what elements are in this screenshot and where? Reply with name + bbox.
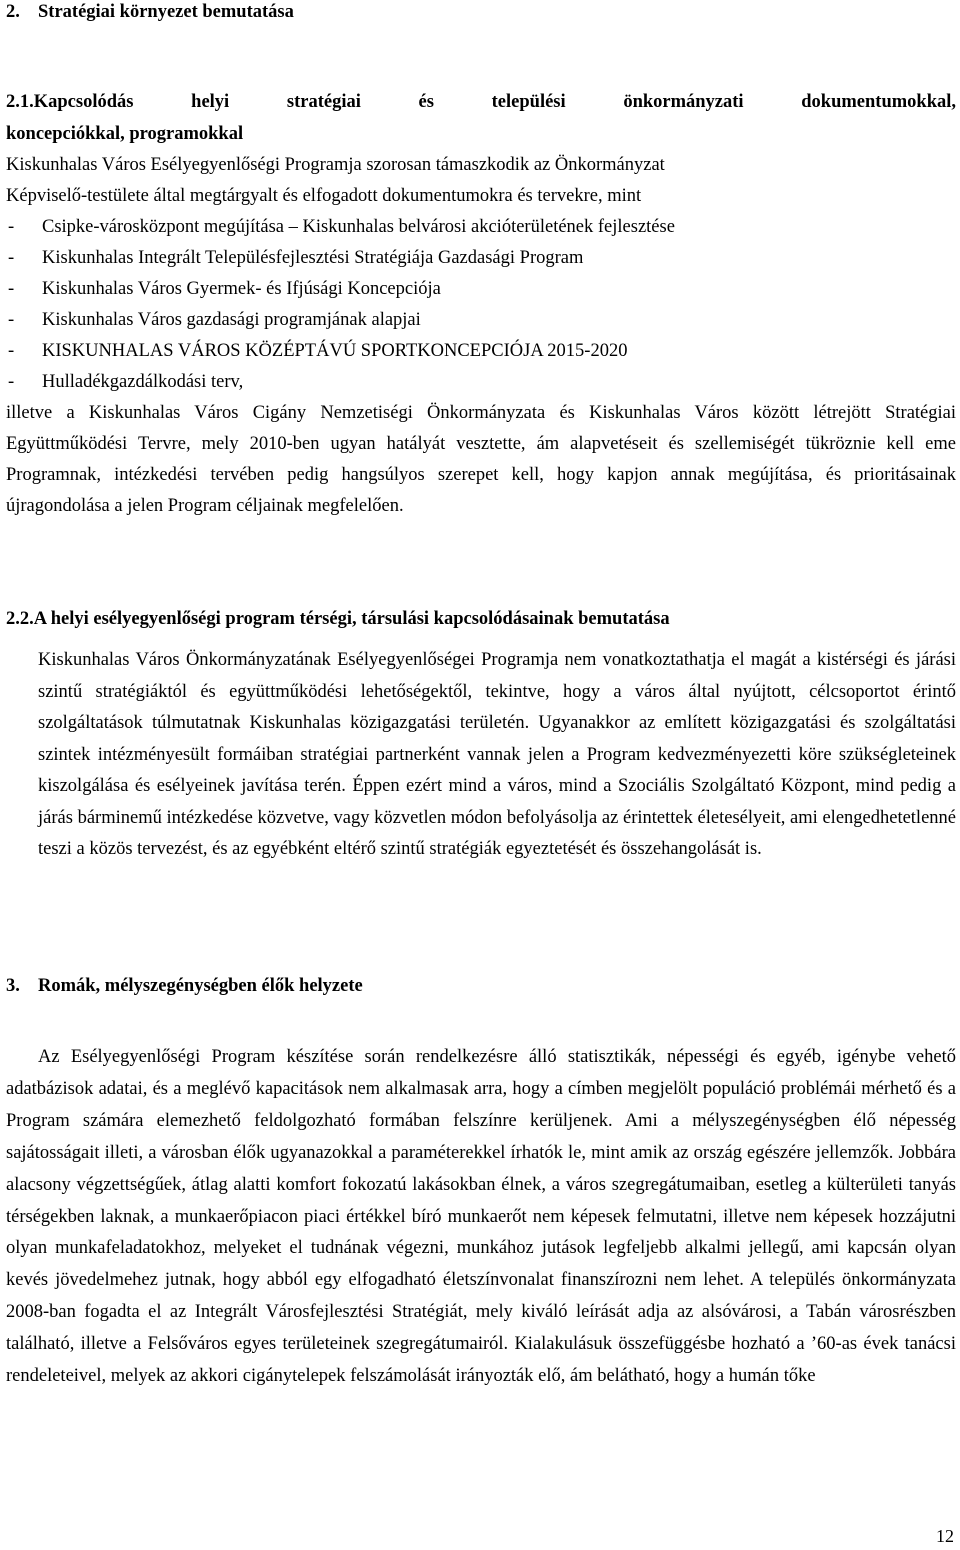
list-item: - Kiskunhalas Integrált Településfejlesztési Stratégiája Gazdasági Program [8, 248, 584, 268]
section-2-1-body [6, 150, 956, 522]
section-3-number: 3. [6, 976, 20, 996]
section-2-1-intro-line2: Képviselő-testülete által megtárgyalt és elfogadott dokumentumokra és tervekre, mint [6, 186, 642, 206]
section-2-heading [6, 2, 294, 23]
list-item: - Hulladékgazdálkodási terv, [8, 372, 244, 392]
section-2-2-heading: 2.2.A helyi esélyegyenlőségi program térségi, társulási kapcsolódásainak bemutatása [6, 609, 670, 629]
section-2-1-heading [6, 86, 956, 150]
section-3-title: Romák, mélyszegénységben élők helyzete [38, 976, 363, 996]
section-3-body [6, 1042, 956, 1393]
list-item: - Kiskunhalas Város Gyermek- és Ifjúsági Koncepciója [8, 279, 441, 299]
list-item: - Kiskunhalas Város gazdasági programjának alapjai [8, 310, 421, 330]
list-item: - KISKUNHALAS VÁROS KÖZÉPTÁVÚ SPORTKONCEPCIÓJA 2015-2020 [8, 341, 628, 361]
section-2-title: Stratégiai környezet bemutatása [38, 2, 294, 22]
section-2-1-closing-paragraph: illetve a Kiskunhalas Város Cigány Nemzetiségi Önkormányzata és Kiskunhalas Város között létrejött Stratégiai Együttműködési Tervre, mely 2010-ben ugyan hatályát vesztette, ám alapvetéseit és szellemiségét tükröznie kell eme Programnak, intézkedési tervében pedig hangsúlyos szerepet kell, hogy kapjon annak megújítása, és prioritásainak újragondolása a jelen Program céljainak megfelelően. [6, 403, 956, 516]
page-number: 12 [936, 1526, 954, 1546]
section-3-heading [6, 976, 363, 997]
section-2-1-intro-line1: Kiskunhalas Város Esélyegyenlőségi Programja szorosan támaszkodik az Önkormányzat [6, 155, 665, 175]
section-3-paragraph: Az Esélyegyenlőségi Program készítése során rendelkezésre álló statisztikák, népességi és egyéb, igénybe vehető adatbázisok adatai, és a meglévő kapacitások nem alkalmasak arra, hogy a címben megjelölt populáció problémái mérhető és a Program számára elemezhető feldolgozható formában felszínre kerüljenek. Ami a mélyszegénységben élő népesség sajátosságait illeti, a városban élők ugyanazokkal a paraméterekkel írhatók le, mint amik az ország egészére jellemzők. Jobbára alacsony végzettségűek, átlag alatti komfort fokozatú lakásokban élnek, a város szegregátumaiban, esetleg a külterületi tanyás térségekben laknak, a munkaerőpiacon piaci értékkel bíró munkaerőt nem képesek felmutatni, illetve nem képesek hozzájutni olyan munkafeladatokhoz, melyeket el tudnának végezni, munkához jutások legfeljebb alkalmi jellegű, ami kapcsán olyan kevés jövedelmehez jutnak, hogy abból egy elfogadható életszínvonalat finanszírozni nem lehet. A település önkormányzata 2008-ban fogadta el az Integrált Városfejlesztési Stratégiát, mely kiváló leírását adja az alsóvárosi, a Tabán városrészben található, illetve a Felsőváros egyes területeinek szegregátumairól. Kialakulásuk összefüggésbe hozható a ’60-as évek tanácsi rendeleteivel, melyek az akkori cigánytelepek felszámolását irányozták elő, ám belátható, hogy a humán tőke [6, 1047, 956, 1387]
section-2-2-body: Kiskunhalas Város Önkormányzatának Esélyegyenlőségei Programja nem vonatkoztathatja el magát a kistérségi és járási szintű stratégiáktól és együttműködési lehetőségektől, tekintve, hogy a város által nyújtott, célcsoportot érintő szolgáltatások túlmutatnak Kiskunhalas közigazgatási területén. Ugyanakkor az említett közigazgatási és szolgáltatási szintek intézményesült formáiban stratégiai partnerként vannak jelen a Program kedvezményezetti köre szükségleteinek kiszolgálása és esélyeinek javítása terén. Éppen ezért mind a város, mind a Szociális Szolgáltató Központ, mind pedig a járás bárminemű intézkedése közvetve, vagy közvetlen módon befolyásolja az érintettek életesélyeit, ami elengedhetetlenné teszi a közös tervezést, és az egyébként eltérő szintű stratégiák egyeztetését és összehangolását is. [38, 650, 956, 859]
document-list [6, 212, 956, 398]
section-2-1-heading-line1: 2.1.Kapcsolódás helyi stratégiai és települési önkormányzati dokumentumokkal, [6, 92, 956, 112]
list-item: - Csipke-városközpont megújítása – Kiskunhalas belvárosi akcióterületének fejlesztése [8, 217, 675, 237]
section-2-1-heading-line2: koncepciókkal, programokkal [6, 124, 244, 144]
section-2-number: 2. [6, 2, 20, 22]
